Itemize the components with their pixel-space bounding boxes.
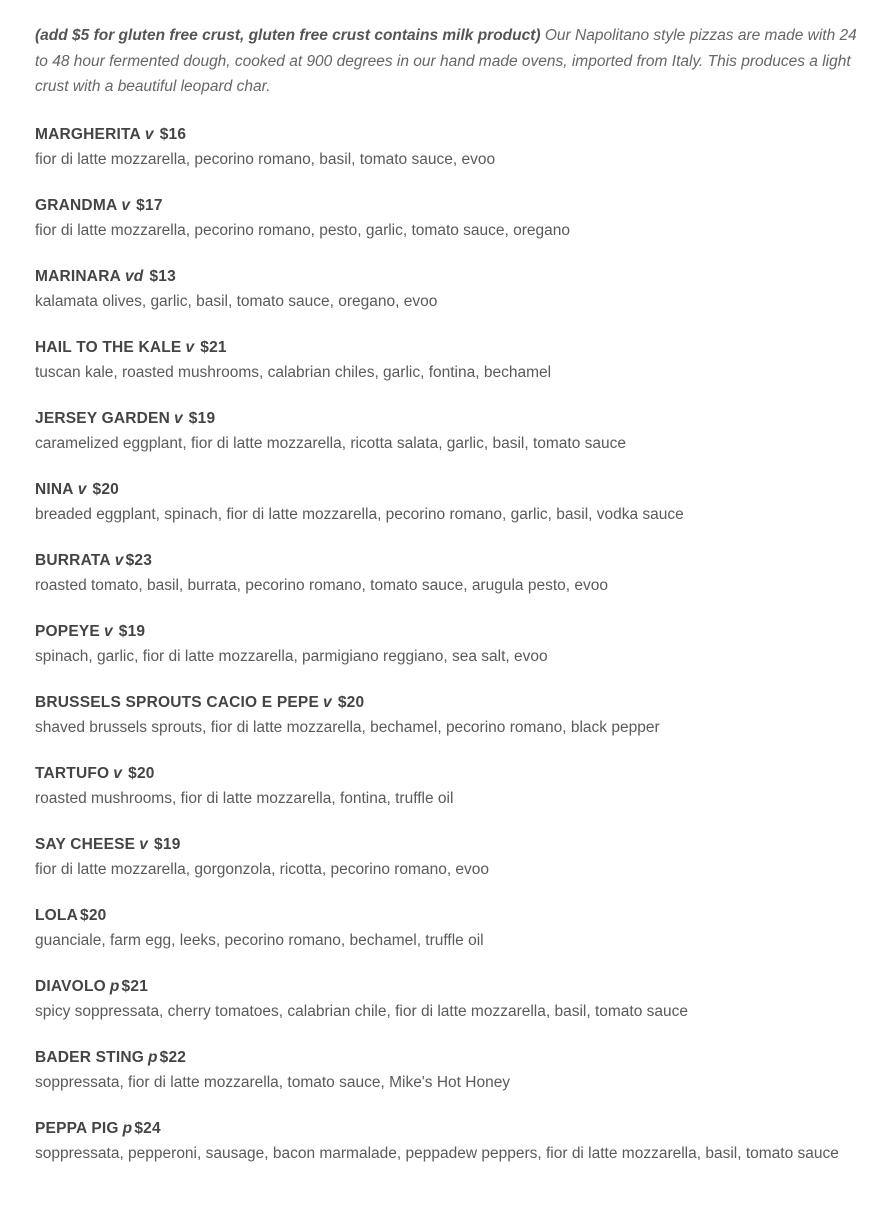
item-heading [35, 761, 868, 787]
item-price: $20 [128, 764, 155, 782]
menu-item-nina [35, 477, 868, 528]
item-price: $21 [200, 338, 227, 356]
item-price: $19 [118, 622, 146, 640]
item-description: tuscan kale, roasted mushrooms, calabrian chiles, garlic, fontina, bechamel [35, 364, 552, 381]
intro-text: Our Napolitano style pizzas are made with 24 to 48 hour fermented dough, cooked at 900 degrees in our hand made ovens, imported from Italy. This produces a light crust with a beautiful leopard char. [35, 27, 857, 95]
item-description: spicy soppressata, cherry tomatoes, calabrian chile, fior di latte mozzarella, basil, tomato sauce [35, 1003, 689, 1020]
menu-item-popeye [35, 619, 868, 670]
item-description: shaved brussels sprouts, fior di latte mozzarella, bechamel, pecorino romano, black pepper [35, 719, 660, 736]
item-tag: v [114, 551, 124, 569]
item-price: $23 [125, 551, 153, 569]
menu-item-tartufo [35, 761, 868, 812]
menu-item-hail-to-the-kale [35, 335, 868, 386]
item-description: breaded eggplant, spinach, fior di latte mozzarella, pecorino romano, garlic, basil, vodka sauce [35, 506, 684, 523]
item-name: TARTUFO [35, 764, 110, 782]
item-tag: v [173, 409, 183, 427]
item-name: BADER STING [35, 1048, 144, 1066]
item-name: MARGHERITA [35, 125, 141, 143]
item-price: $17 [136, 196, 163, 214]
item-heading [35, 264, 868, 290]
item-heading [35, 1045, 868, 1071]
item-tag: v [103, 622, 113, 640]
item-price: $16 [159, 125, 187, 143]
menu-item-margherita [35, 122, 868, 173]
item-price: $20 [80, 906, 107, 924]
item-name: JERSEY GARDEN [35, 409, 170, 427]
item-price: $21 [121, 977, 149, 995]
menu-intro [35, 23, 868, 100]
item-tag: v [144, 125, 154, 143]
item-description: soppressata, pepperoni, sausage, bacon marmalade, peppadew peppers, fior di latte mozzarella, basil, tomato sauce [35, 1145, 839, 1162]
menu-item-jersey-garden [35, 406, 868, 457]
menu-item-say-cheese [35, 832, 868, 883]
item-price: $19 [188, 409, 216, 427]
item-description: soppressata, fior di latte mozzarella, tomato sauce, Mike's Hot Honey [35, 1074, 511, 1091]
item-tag: p [109, 977, 120, 995]
item-name: DIAVOLO [35, 977, 106, 995]
item-name: NINA [35, 480, 74, 498]
item-price: $20 [337, 693, 365, 711]
menu-item-marinara [35, 264, 868, 315]
menu-item-grandma [35, 193, 868, 244]
item-description: roasted mushrooms, fior di latte mozzarella, fontina, truffle oil [35, 790, 454, 807]
item-price: $19 [154, 835, 181, 853]
item-price: $22 [159, 1048, 187, 1066]
item-tag: v [323, 693, 332, 711]
item-tag: v [121, 196, 131, 214]
item-price: $13 [149, 267, 176, 285]
item-heading [35, 690, 868, 716]
item-tag: v [113, 764, 123, 782]
item-name: GRANDMA [35, 196, 118, 214]
item-name: PEPPA PIG [35, 1119, 119, 1137]
item-tag: p [147, 1048, 158, 1066]
item-description: fior di latte mozzarella, gorgonzola, ricotta, pecorino romano, evoo [35, 861, 490, 878]
menu-item-diavolo [35, 974, 868, 1025]
menu-item-burrata [35, 548, 868, 599]
item-heading [35, 335, 868, 361]
item-description: roasted tomato, basil, burrata, pecorino romano, tomato sauce, arugula pesto, evoo [35, 577, 608, 594]
item-heading [35, 974, 868, 1000]
item-name: SAY CHEESE [35, 835, 136, 853]
item-heading [35, 406, 868, 432]
item-heading [35, 903, 868, 929]
item-name: BURRATA [35, 551, 111, 569]
item-name: HAIL TO THE KALE [35, 338, 182, 356]
item-description: kalamata olives, garlic, basil, tomato sauce, oregano, evoo [35, 293, 438, 310]
item-description: fior di latte mozzarella, pecorino romano, basil, tomato sauce, evoo [35, 151, 496, 168]
item-price: $24 [134, 1119, 161, 1137]
menu-item-bader-sting [35, 1045, 868, 1096]
item-tag: v [185, 338, 195, 356]
item-heading [35, 477, 868, 503]
item-heading [35, 548, 868, 574]
item-heading [35, 832, 868, 858]
item-heading [35, 122, 868, 148]
item-heading [35, 1116, 868, 1142]
item-tag: v [139, 835, 149, 853]
item-description: spinach, garlic, fior di latte mozzarella, parmigiano reggiano, sea salt, evoo [35, 648, 548, 665]
item-heading [35, 619, 868, 645]
item-name: LOLA [35, 906, 78, 924]
item-description: guanciale, farm egg, leeks, pecorino romano, bechamel, truffle oil [35, 932, 484, 949]
item-tag: v [77, 480, 87, 498]
menu-item-lola [35, 903, 868, 954]
item-tag: vd [124, 267, 144, 285]
item-description: fior di latte mozzarella, pecorino romano, pesto, garlic, tomato sauce, oregano [35, 222, 571, 239]
item-heading [35, 193, 868, 219]
item-name: BRUSSELS SPROUTS CACIO E PEPE [35, 693, 319, 711]
item-description: caramelized eggplant, fior di latte mozzarella, ricotta salata, garlic, basil, tomato sauce [35, 435, 627, 452]
menu-item-brussels-sprouts [35, 690, 868, 741]
item-price: $20 [92, 480, 119, 498]
gluten-free-note: (add $5 for gluten free crust, gluten free crust contains milk product) [35, 27, 541, 44]
item-tag: p [122, 1119, 133, 1137]
item-name: POPEYE [35, 622, 100, 640]
menu-item-peppa-pig [35, 1116, 868, 1167]
item-name: MARINARA [35, 267, 121, 285]
